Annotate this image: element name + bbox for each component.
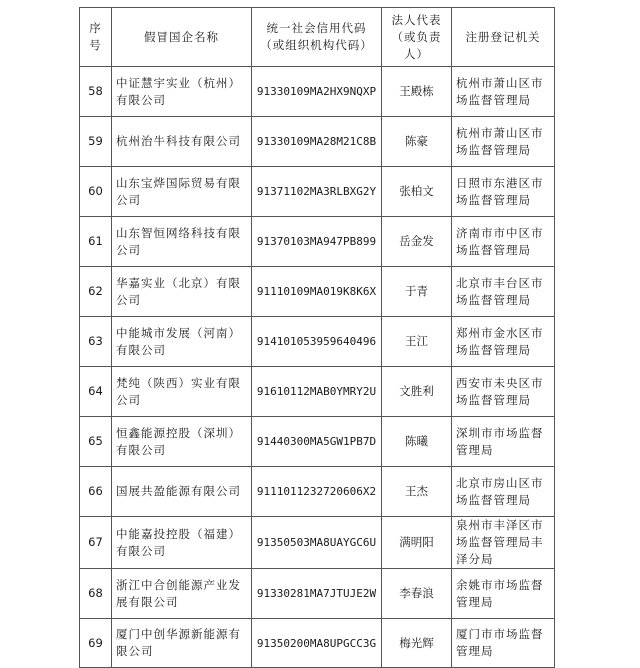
cell-credit-code: 91371102MA3RLBXG2Y [252,167,382,217]
cell-company: 中证慧宇实业（杭州）有限公司 [112,67,252,117]
table-row [80,467,555,517]
cell-legal-rep: 于青 [382,267,452,317]
table-body [80,67,555,668]
table-row [80,367,555,417]
cell-registry: 余姚市市场监督管理局 [452,569,555,619]
cell-company: 山东智恒网络科技有限公司 [112,217,252,267]
table-row [80,267,555,317]
cell-index: 58 [80,67,112,117]
cell-company: 华嘉实业（北京）有限公司 [112,267,252,317]
header-legal-rep: 法人代表（或负责人） [382,8,452,67]
cell-registry: 北京市丰台区市场监督管理局 [452,267,555,317]
cell-legal-rep: 王江 [382,317,452,367]
cell-registry: 泉州市丰泽区市场监督管理局丰泽分局 [452,517,555,569]
cell-registry: 杭州市萧山区市场监督管理局 [452,117,555,167]
cell-registry: 深圳市市场监督管理局 [452,417,555,467]
cell-registry: 日照市东港区市场监督管理局 [452,167,555,217]
cell-company: 恒鑫能源控股（深圳）有限公司 [112,417,252,467]
cell-index: 65 [80,417,112,467]
cell-registry: 杭州市萧山区市场监督管理局 [452,67,555,117]
document-page [79,7,554,668]
cell-legal-rep: 陈曦 [382,417,452,467]
cell-legal-rep: 梅光辉 [382,619,452,668]
cell-company: 国展共盈能源有限公司 [112,467,252,517]
fake-soe-table [79,7,555,668]
cell-credit-code: 91440300MA5GW1PB7D [252,417,382,467]
cell-credit-code: 91330281MA7JTUJE2W [252,569,382,619]
table-row [80,569,555,619]
cell-credit-code: 91110109MA019K8K6X [252,267,382,317]
cell-registry: 济南市市中区市场监督管理局 [452,217,555,267]
table-row [80,167,555,217]
cell-legal-rep: 王杰 [382,467,452,517]
cell-registry: 郑州市金水区市场监督管理局 [452,317,555,367]
cell-company: 杭州治牛科技有限公司 [112,117,252,167]
cell-legal-rep: 张柏文 [382,167,452,217]
cell-company: 厦门中创华源新能源有限公司 [112,619,252,668]
cell-credit-code: 91330109MA28M21C8B [252,117,382,167]
cell-credit-code: 91610112MAB0YMRY2U [252,367,382,417]
cell-legal-rep: 满明阳 [382,517,452,569]
header-credit-code: 统一社会信用代码（或组织机构代码） [252,8,382,67]
table-row [80,619,555,668]
cell-index: 66 [80,467,112,517]
cell-credit-code: 914101053959640496 [252,317,382,367]
cell-company: 中能城市发展（河南）有限公司 [112,317,252,367]
cell-index: 61 [80,217,112,267]
cell-index: 63 [80,317,112,367]
header-company: 假冒国企名称 [112,8,252,67]
table-row [80,417,555,467]
table-row [80,67,555,117]
cell-credit-code: 91370103MA947PB899 [252,217,382,267]
cell-registry: 厦门市市场监督管理局 [452,619,555,668]
cell-company: 中能嘉投控股（福建）有限公司 [112,517,252,569]
cell-legal-rep: 文胜利 [382,367,452,417]
cell-index: 62 [80,267,112,317]
cell-company: 梵纯（陕西）实业有限公司 [112,367,252,417]
cell-index: 59 [80,117,112,167]
table-row [80,517,555,569]
cell-legal-rep: 李春浪 [382,569,452,619]
table-header-row [80,8,555,67]
cell-index: 67 [80,517,112,569]
cell-legal-rep: 王殿栋 [382,67,452,117]
header-registry: 注册登记机关 [452,8,555,67]
table-row [80,317,555,367]
cell-legal-rep: 岳金发 [382,217,452,267]
cell-registry: 北京市房山区市场监督管理局 [452,467,555,517]
cell-credit-code: 91350200MA8UPGCC3G [252,619,382,668]
cell-legal-rep: 陈豪 [382,117,452,167]
cell-index: 64 [80,367,112,417]
cell-index: 69 [80,619,112,668]
cell-credit-code: 9111011232720606X2 [252,467,382,517]
table-row [80,217,555,267]
header-index: 序号 [80,8,112,67]
table-row [80,117,555,167]
cell-company: 山东宝烨国际贸易有限公司 [112,167,252,217]
cell-index: 68 [80,569,112,619]
cell-credit-code: 91350503MA8UAYGC6U [252,517,382,569]
cell-index: 60 [80,167,112,217]
cell-credit-code: 91330109MA2HX9NQXP [252,67,382,117]
cell-company: 浙江中合创能源产业发展有限公司 [112,569,252,619]
cell-registry: 西安市未央区市场监督管理局 [452,367,555,417]
